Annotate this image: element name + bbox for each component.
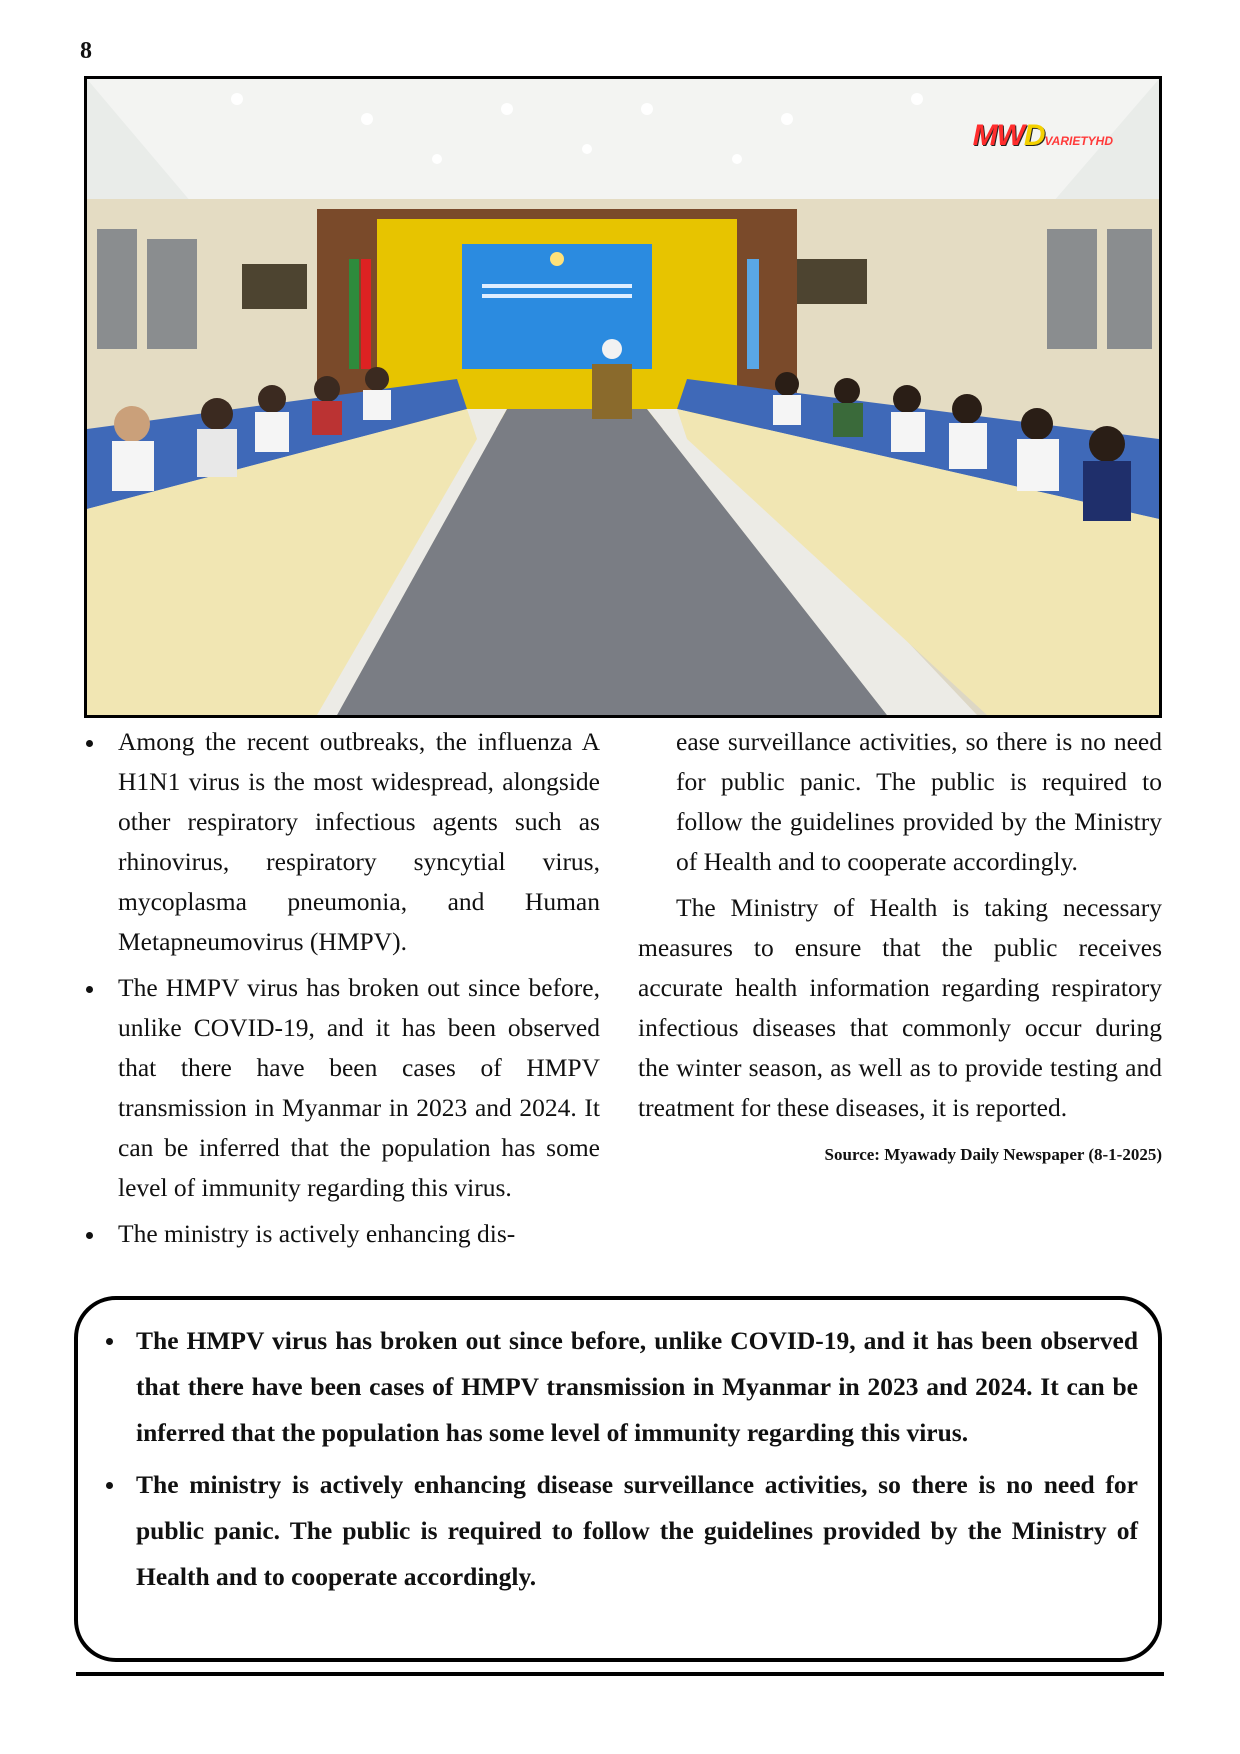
body-paragraph: The Ministry of Health is taking necessary measures to ensure that the public receives accurate health information regarding respiratory infectious diseases that commonly occur during the winter season, as well as to provide testing and treatment for these diseases, it is reported.	[638, 893, 1162, 1122]
summary-list	[102, 1318, 1138, 1600]
right-column	[638, 722, 1162, 1166]
summary-item: The HMPV virus has broken out since before, unlike COVID-19, and it has been observed that there have been cases of HMPV transmission in Myanmar in 2023 and 2024. It can be inferred that the population has some level of immunity regarding this virus.	[102, 1318, 1138, 1456]
summary-item: The ministry is actively enhancing disease surveillance activities, so there is no need for public panic. The public is required to follow the guidelines provided by the Ministry of Health and to cooperate accordingly.	[102, 1462, 1138, 1600]
logo-sub: VARIETYHD	[1044, 134, 1113, 148]
logo-main-suffix: D	[1023, 119, 1045, 152]
list-item: Among the recent outbreaks, the influenza A H1N1 virus is the most widespread, alongside other respiratory infectious agents such as rhinovirus, respiratory syncytial virus, mycoplasma pneumonia, and Human Metapneumovirus (HMPV).	[84, 722, 600, 962]
meeting-photo	[84, 76, 1162, 718]
list-item: The HMPV virus has broken out since before, unlike COVID-19, and it has been observed that there have been cases of HMPV transmission in Myanmar in 2023 and 2024. It can be inferred that the population has some level of immunity regarding this virus.	[84, 968, 600, 1208]
logo-main-prefix: MW	[972, 119, 1024, 152]
source-credit: Source: Myawady Daily Newspaper (8-1-2025)	[824, 1145, 1162, 1164]
bottom-divider	[76, 1672, 1164, 1676]
channel-logo	[973, 119, 1113, 153]
page-number: 8	[80, 38, 92, 64]
bullet-continuation: ease surveillance activities, so there is no need for public panic. The public is required to follow the guidelines provided by the Ministry of Health and to cooperate accordingly.	[676, 727, 1162, 876]
conference-hall-illustration	[87, 79, 1159, 715]
summary-box	[74, 1296, 1162, 1662]
left-bullet-list	[84, 722, 600, 1254]
left-column	[84, 722, 600, 1260]
list-item: The ministry is actively enhancing dis-	[84, 1214, 600, 1254]
